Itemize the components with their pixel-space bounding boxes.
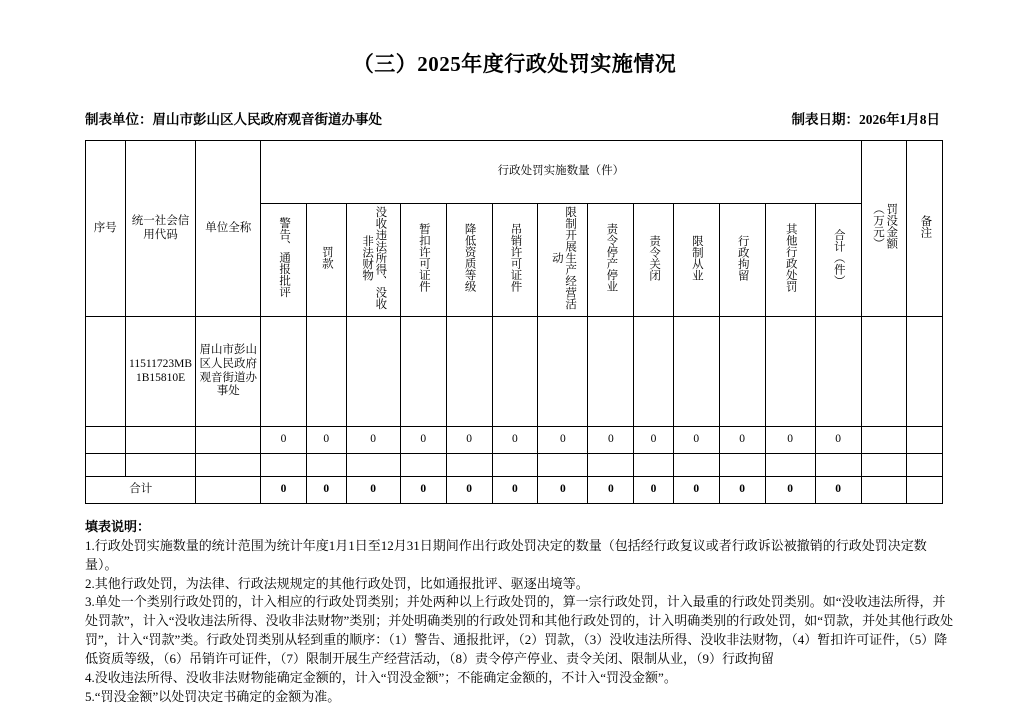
cell-detention	[719, 317, 765, 427]
total-warning: 0	[261, 477, 307, 504]
cell-remark	[907, 317, 943, 427]
header-sub-other: 其他行政处罚	[765, 204, 815, 317]
total-fine-amount	[861, 477, 907, 504]
cell-total-count	[815, 454, 861, 477]
cell-restrict-practice	[673, 317, 719, 427]
table-total-row	[86, 477, 943, 504]
note-item-1: 1.行政处罚实施数量的统计范围为统计年度1月1日至12月31日期间作出行政处罚决定的数量（包括经行政复议或者行政诉讼被撤销的行政处罚决定数量）。	[85, 537, 927, 572]
cell-credit-code: 11511723MB1B15810E	[125, 317, 196, 427]
total-unit-name-cell	[196, 477, 261, 504]
table-row	[86, 427, 943, 454]
cell-total-count	[815, 317, 861, 427]
cell-warning: 0	[261, 427, 307, 454]
cell-fine-amount	[861, 317, 907, 427]
cell-restrict-business	[538, 317, 588, 427]
header-unit-name: 单位全称	[196, 141, 261, 317]
total-restrict-practice: 0	[673, 477, 719, 504]
note-item-2: 2.其他行政处罚，为法律、行政法规规定的其他行政处罚，比如通报批评、驱逐出境等。	[85, 575, 589, 591]
total-count: 0	[815, 477, 861, 504]
cell-confiscation: 0	[346, 427, 400, 454]
table-row	[86, 317, 943, 427]
note-item-4: 4.没收违法所得、没收非法财物能确定金额的，计入“罚没金额”；不能确定金额的，不计入“罚没金额”。	[85, 669, 677, 685]
total-downgrade: 0	[446, 477, 492, 504]
table-header-top-row	[86, 141, 943, 204]
header-sub-fine: 罚款	[306, 204, 346, 317]
cell-downgrade: 0	[446, 427, 492, 454]
total-order-close: 0	[634, 477, 674, 504]
cell-confiscation	[346, 317, 400, 427]
total-order-stop-production: 0	[588, 477, 634, 504]
cell-downgrade	[446, 454, 492, 477]
cell-revoke-license	[492, 454, 538, 477]
header-sub-total: 合计（件）	[815, 204, 861, 317]
maker-unit-label: 制表单位：眉山市彭山区人民政府观音街道办事处	[85, 112, 382, 127]
cell-remark	[907, 454, 943, 477]
header-fine-amount: 罚没金额（万元）	[861, 141, 907, 317]
cell-order-close: 0	[634, 427, 674, 454]
cell-remark	[907, 427, 943, 454]
cell-other: 0	[765, 427, 815, 454]
cell-warning	[261, 317, 307, 427]
total-revoke-license: 0	[492, 477, 538, 504]
cell-restrict-business	[538, 454, 588, 477]
header-seq: 序号	[86, 141, 126, 317]
header-sub-detention: 行政拘留	[719, 204, 765, 317]
cell-suspend-license	[400, 454, 446, 477]
total-other: 0	[765, 477, 815, 504]
header-penalty-count-group: 行政处罚实施数量（件）	[261, 141, 861, 204]
header-credit-code: 统一社会信用代码	[125, 141, 196, 317]
cell-suspend-license	[400, 317, 446, 427]
make-date-label: 制表日期：2026年1月8日	[791, 112, 940, 127]
cell-order-stop-production	[588, 454, 634, 477]
note-item-5: 5.“罚没金额”以处罚决定书确定的金额为准。	[85, 688, 341, 704]
header-sub-restrict-business: 限制开展生产经营活动	[538, 204, 588, 317]
header-sub-suspend-license: 暂扣许可证件	[400, 204, 446, 317]
cell-fine: 0	[306, 427, 346, 454]
cell-revoke-license	[492, 317, 538, 427]
cell-order-stop-production: 0	[588, 427, 634, 454]
cell-suspend-license: 0	[400, 427, 446, 454]
header-sub-order-close: 责令关闭	[634, 204, 674, 317]
header-sub-confiscation: 没收违法所得、没收非法财物	[346, 204, 400, 317]
cell-credit-code	[125, 454, 196, 477]
cell-confiscation	[346, 454, 400, 477]
cell-fine	[306, 317, 346, 427]
cell-seq	[86, 427, 126, 454]
cell-detention	[719, 454, 765, 477]
cell-credit-code	[125, 427, 196, 454]
total-remark	[907, 477, 943, 504]
cell-downgrade	[446, 317, 492, 427]
cell-restrict-practice: 0	[673, 427, 719, 454]
cell-warning	[261, 454, 307, 477]
total-suspend-license: 0	[400, 477, 446, 504]
cell-restrict-practice	[673, 454, 719, 477]
notes-title: 填表说明：	[85, 519, 151, 534]
cell-other	[765, 454, 815, 477]
total-detention: 0	[719, 477, 765, 504]
cell-order-stop-production	[588, 317, 634, 427]
header-sub-warning: 警告、通报批评	[261, 204, 307, 317]
header-sub-order-stop-production: 责令停产停业	[588, 204, 634, 317]
total-fine: 0	[306, 477, 346, 504]
table-row	[86, 454, 943, 477]
cell-unit-name	[196, 427, 261, 454]
total-restrict-business: 0	[538, 477, 588, 504]
page-title: （三）2025年度行政处罚实施情况	[352, 52, 677, 76]
header-sub-downgrade: 降低资质等级	[446, 204, 492, 317]
cell-other	[765, 317, 815, 427]
notes-section	[85, 518, 955, 706]
header-sub-revoke-license: 吊销许可证件	[492, 204, 538, 317]
cell-detention: 0	[719, 427, 765, 454]
cell-fine-amount	[861, 427, 907, 454]
cell-fine-amount	[861, 454, 907, 477]
cell-seq	[86, 454, 126, 477]
header-remark: 备注	[907, 141, 943, 317]
cell-total-count: 0	[815, 427, 861, 454]
cell-order-close	[634, 317, 674, 427]
cell-unit-name	[196, 454, 261, 477]
penalty-table	[85, 140, 943, 504]
cell-restrict-business: 0	[538, 427, 588, 454]
cell-fine	[306, 454, 346, 477]
note-item-3: 3.单处一个类别行政处罚的，计入相应的行政处罚类别；并处两种以上行政处罚的，算一宗行政处罚，计入最重的行政处罚类别。如“没收违法所得，并处罚款”，计入“没收违法所得、没收非法财物”类别；并处明确类别的行政处罚和其他行政处罚的，计入明确类别的行政处罚，如“罚款，并处其他行政处罚”，计入“罚款”类。行政处罚类别从轻到重的顺序：（1）警告、通报批评，（2）罚款，（3）没收违法所得、没收非法财物，（4）暂扣许可证件，（5）降低资质等级，（6）吊销许可证件，（7）限制开展生产经营活动，（8）责令停产停业、责令关闭、限制从业，（9）行政拘留	[85, 594, 954, 666]
cell-seq	[86, 317, 126, 427]
cell-revoke-license: 0	[492, 427, 538, 454]
cell-unit-name: 眉山市彭山区人民政府观音街道办事处	[196, 317, 261, 427]
cell-order-close	[634, 454, 674, 477]
document-meta	[85, 108, 944, 128]
total-confiscation: 0	[346, 477, 400, 504]
total-label: 合计	[86, 477, 196, 504]
header-sub-restrict-practice: 限制从业	[673, 204, 719, 317]
